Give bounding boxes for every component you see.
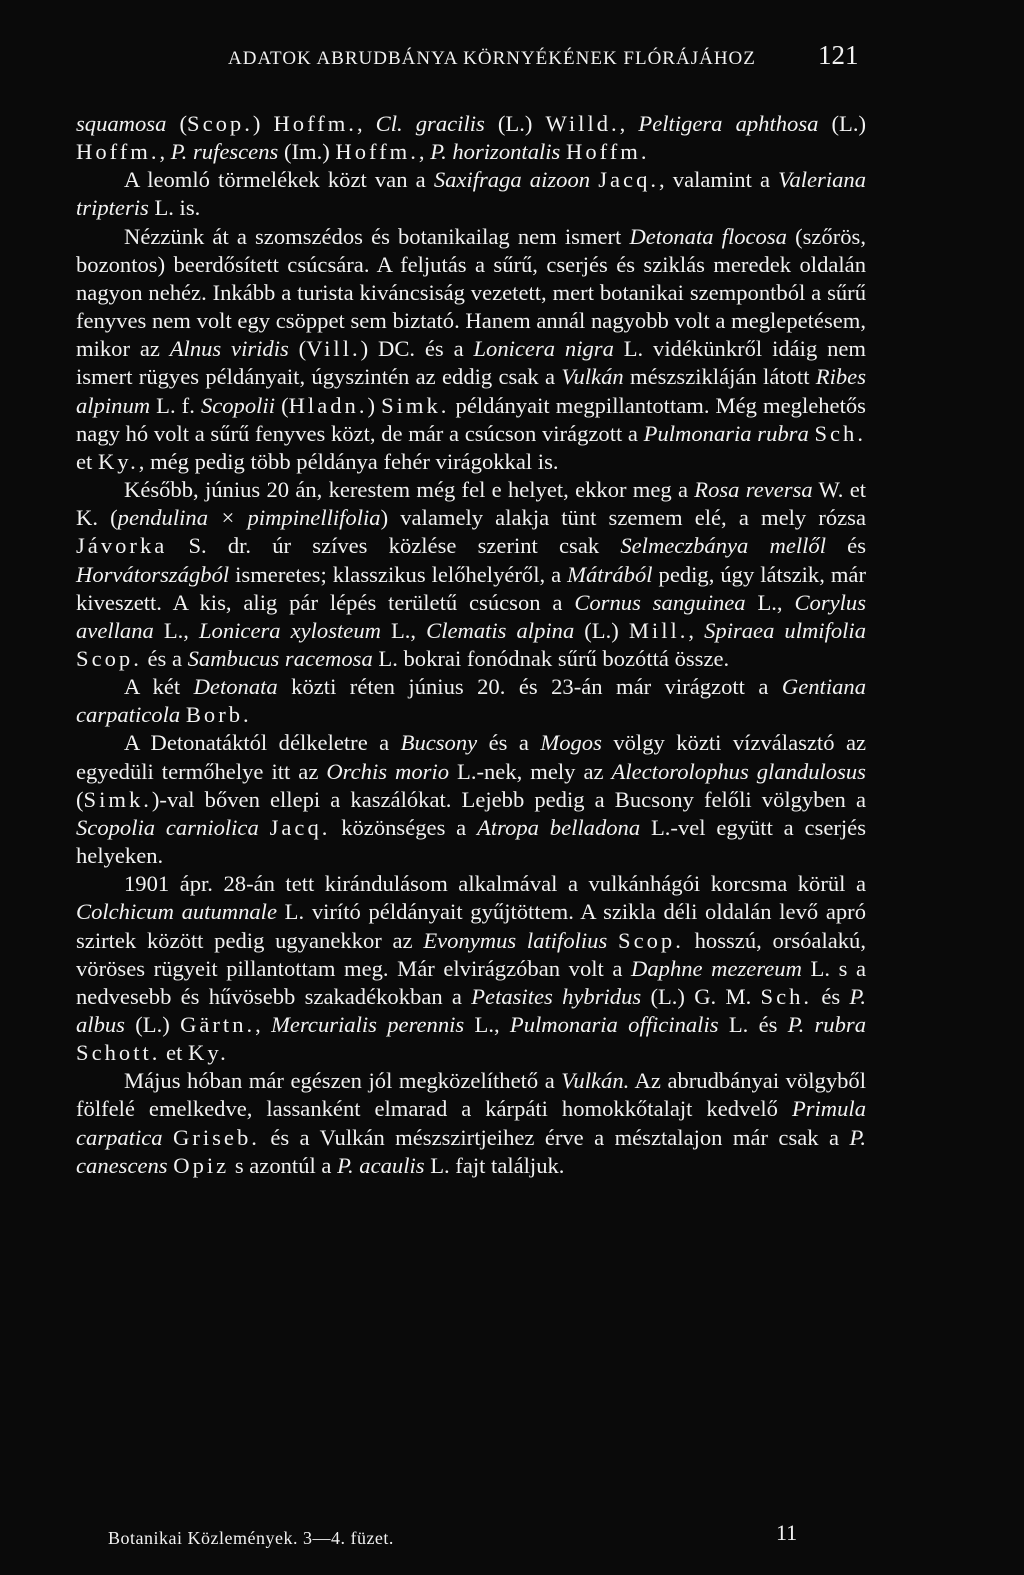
author-name: Scop. [76,645,142,671]
text-run: és a [141,645,188,671]
text-run: (Im.) [278,139,336,165]
taxon-name: Cornus sanguinea [574,589,746,615]
taxon-name: Orchis morio [326,758,450,784]
text-run: Május hóban már egészen jól megközelíthető a [124,1068,562,1094]
author-name: Scop. [618,927,684,953]
text-run: Később, június 20 án, kerestem még fel e helyet, ekkor meg a [124,477,695,503]
text-run: S. dr. úr szíves közlése szerint csak [167,533,621,559]
text-run: ) [367,392,382,418]
text-run: (L.) G. M. [641,983,761,1009]
text-run [590,167,598,192]
taxon-name: Pulmonaria rubra [643,420,809,446]
paragraph [76,673,866,729]
taxon-name: Bucsony [400,730,478,756]
text-run: , [619,111,639,136]
taxon-name: Vulkán [561,364,624,390]
taxon-name: Colchicum autumnale [76,899,277,925]
paragraph [76,166,866,222]
paragraph [76,729,866,870]
taxon-name: P. acaulis [337,1152,425,1178]
text-run [163,1125,173,1150]
taxon-name: Ribes alpinum [76,364,866,418]
text-run: és a Vulkán mészszirtjeihez érve a mésztalajon már csak a [259,1124,850,1150]
page-number: 121 [818,40,859,70]
text-run: ( [275,392,289,418]
running-head [0,38,1024,78]
text-run: és a [477,730,541,756]
text-run: közönséges a [330,814,478,840]
author-name: Schott. [76,1040,161,1066]
text-run: L.-nek, mely az [449,758,612,784]
taxon-name: P. albus [76,983,866,1037]
text-run: et [160,1040,188,1066]
taxon-name: Valeriana tripteris [76,167,867,221]
taxon-name: Detonata flocosa [629,223,787,249]
taxon-name: P. canescens [76,1124,866,1178]
taxon-name: Alnus viridis [169,336,289,362]
text-run: A leomló törmelékek közt van a [124,167,434,193]
text-run: és [812,983,850,1009]
text-run: L. s a nedvesebb és hűvösebb szakadékokban a [76,955,866,1009]
taxon-name: Lonicera nigra [473,336,614,362]
taxon-name: Primula carpatica [76,1096,866,1150]
author-name: Ky. [188,1040,229,1066]
text-run: L., [380,617,427,643]
author-name: Borb. [185,702,252,728]
taxon-name: Scopolia carniolica [76,814,259,840]
text-run [607,928,618,953]
text-run: ( [288,336,307,362]
author-name: Jávorka [76,533,168,559]
text-run: ) [252,111,274,136]
journal-name: Botanikai Közlemények. 3—4. füzet. [108,1528,394,1548]
paragraph [76,870,866,1067]
author-name: Jacq. [598,167,660,193]
paragraph [76,223,866,476]
author-name: Hoffm. [335,139,419,165]
taxon-name: Corylus avellana [76,589,867,643]
text-run: et [76,448,98,474]
text-run: ( [76,786,84,812]
taxon-name: Peltigera aphthosa [638,111,819,136]
text-run: (L.) [574,617,629,643]
text-run: )-val bőven ellepi a kaszálókat. Lejebb pedig a Bucsony felőli völgyben a [151,786,866,812]
text-run: hosszú, orsóalakú, vöröses rügyeit pillantottam meg. Már elvirágzóban volt a [76,927,866,981]
text-run: , [255,1012,272,1037]
taxon-name: Mogos [540,730,602,756]
author-name: Simk. [83,786,152,812]
text-run: A két [124,674,194,700]
taxon-name: Lonicera xylosteum [198,617,381,643]
taxon-name: Sambucus racemosa [187,645,373,671]
text-run: Az abrudbányai völgyből fölfelé emelkedve, lassanként elmarad a kárpáti homokkőtalajt kedvelő [76,1068,866,1122]
taxon-name: Evonymus latifolius [423,927,608,953]
author-name: Vill. [306,336,361,362]
text-run: L., [745,589,795,615]
text-run: közti réten június 20. és 23-án már virágzott a [277,674,782,700]
text-run: mészszikláján látott [623,364,816,390]
paragraph [76,476,866,673]
taxon-name: Mercurialis perennis [271,1012,465,1037]
taxon-name: squamosa [76,111,167,136]
text-run: , valamint a [659,167,779,193]
page-footer [0,1512,1024,1552]
text-run: L., [464,1012,510,1037]
text-run [259,815,270,840]
text-run: L.-vel együtt a cserjés helyeken. [76,814,866,869]
text-run: (L.) [818,111,867,136]
paragraph [76,1067,866,1180]
text-run: L. fajt találjuk. [424,1152,565,1178]
taxon-name: P. horizontalis [430,139,561,165]
author-name: Simk. [381,392,450,418]
body-text [76,110,866,1180]
text-run: ( [166,111,187,136]
taxon-name: Gentiana carpaticola [76,674,866,728]
author-name: Jacq. [269,814,331,840]
text-run: , [356,111,376,136]
paragraph [76,110,866,166]
text-run: A Detonatáktól délkeletre a [124,730,401,756]
taxon-name: Daphne mezereum [631,955,802,981]
author-name: Hoffm. [273,111,357,136]
text-run: L. is. [148,195,201,221]
text-run: L. bokrai fonódnak sűrű bozóttá össze. [372,645,730,671]
taxon-name: Pulmonaria officinalis [509,1012,719,1037]
text-run: ismeretes; klasszikus lelőhelyéről, a [229,561,568,587]
text-run: Nézzünk át a szomszédos és botanikailag nem ismert [124,223,630,249]
taxon-name: Vulkán. [561,1068,630,1094]
author-name: Opiz [173,1152,230,1178]
text-run: és [826,533,867,559]
text-run: , [418,139,431,165]
taxon-name: Scopolii [200,392,275,418]
taxon-name: Spiraea ulmifolia [704,617,867,643]
taxon-name: P. rufescens [170,139,279,165]
author-name: Ky. [97,448,139,474]
text-run: W. et K. ( [76,477,867,531]
running-title: ADATOK ABRUDBÁNYA KÖRNYÉKÉNEK FLÓRÁJÁHOZ [228,48,756,69]
author-name: Hladn. [288,392,368,418]
text-run: (szőrös, bozontos) beerdősített csúcsára. A feljutás a sűrű, cserjés és sziklás meredek oldalán nagyon nehéz. Inkább a turista kiváncsiság vezetett, mert botanikai szempontból a sűrű fenyves nem volt egy csöppet sem biztató. Hanem annál nagyobb volt a meglepetésem, mikor az [76,223,866,362]
author-name: Griseb. [173,1124,260,1150]
author-name: Hoffm. [76,139,160,165]
text-run: , [159,139,171,165]
taxon-name: Petasites hybridus [471,983,642,1009]
text-run: (L.) [124,1012,181,1037]
text-run: , még pedig több példánya fehér virágokkal is. [138,448,559,474]
author-name: Willd. [545,111,620,136]
taxon-name: Horvátországból [76,561,230,587]
text-run: L. virító példányait gyűjtöttem. A szikla déli oldalán levő apró szirtek között pedig ugyanekkor az [76,899,867,953]
text-run: ) valamely alakja tünt szemem elé, a mely rózsa [380,505,866,531]
text-run: L. és [718,1012,788,1037]
author-name: Hoffm. [566,139,650,165]
text-run: L. vidékünkről idáig nem ismert rügyes példányait, úgyszintén az eddig csak a [76,336,866,390]
text-run: L., [153,617,199,643]
taxon-name: Mátrából [567,561,653,587]
author-name: Mill. [628,617,689,643]
taxon-name: Detonata [193,674,278,700]
taxon-name: Selmeczbánya mellől [620,533,826,559]
taxon-name: Clematis alpina [426,617,575,643]
text-run: L. f. [150,392,201,418]
author-name: Sch. [814,420,866,446]
sheet-signature: 11 [776,1520,798,1545]
text-run: , [688,617,705,643]
taxon-name: Saxifraga aizoon [433,167,591,193]
taxon-name: pendulina × pimpinellifolia [117,505,381,531]
taxon-name: Rosa reversa [694,477,813,503]
text-run: pedig, úgy látszik, már kiveszett. A kis, alig pár lépés területű csúcson a [76,561,866,615]
text-run: völgy közti vízválasztó az egyedüli termőhelye itt az [76,730,866,784]
taxon-name: P. rubra [787,1012,866,1037]
author-name: Scop. [187,111,253,136]
author-name: Sch. [760,983,813,1009]
taxon-name: Alectorolophus glandulosus [611,758,866,784]
text-run: s azontúl a [229,1152,338,1178]
text-run: példányait megpillantottam. Még meglehetős nagy hó volt a sűrű fenyves közt, de már a csúcson virágzott a [76,392,866,446]
text-run: ) DC. és a [360,336,474,362]
author-name: Gärtn. [180,1012,256,1037]
taxon-name: Cl. gracilis [375,111,485,136]
text-run: 1901 ápr. 28-án tett kirándulásom alkalmával a vulkánhágói korcsma körül a [124,871,866,897]
text-run: (L.) [484,111,546,136]
taxon-name: Atropa belladona [477,814,641,840]
